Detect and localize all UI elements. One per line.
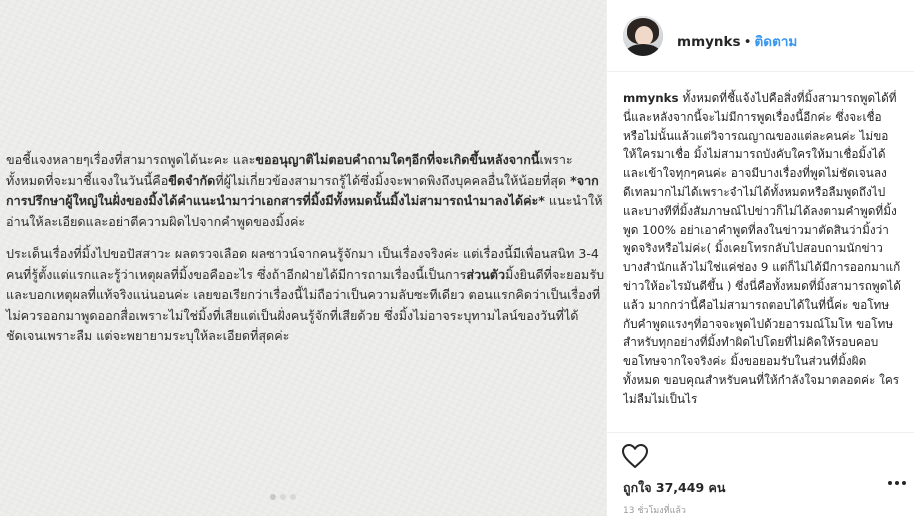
header-username[interactable]: mmynks [677, 34, 741, 50]
post-image-paragraph-2 [6, 244, 606, 347]
carousel-dot[interactable] [280, 494, 286, 500]
carousel-dot[interactable] [290, 494, 296, 500]
post-image-paragraph-1 [6, 150, 606, 232]
avatar[interactable] [623, 16, 663, 56]
header-separator: • [743, 34, 752, 50]
post-image-text [6, 150, 606, 359]
post-image-text-segment: ประเด็นเรื่องที่มิ้งไปขอปัสสาวะ ผลตรวจเลือด ผลซาวน์จากคนรู้จักมา เป็นเรื่องจริงค่ะ แต่เรื่องนี้มีเพื่อนสนิท 3-4 คนที่รู้ตั้งแต่แรกและรู้ว่าเหตุผลที่มิ้งขอคืออะไร ซึ่งถ้าอีกฝ่ายได้มีการถามเรื่องนี้เป็นการ [6, 246, 599, 282]
caption [623, 89, 901, 427]
carousel-dot[interactable] [270, 494, 276, 500]
post-image-text-segment: ส่วนตัว [466, 266, 506, 282]
post-image-text-segment: ขีดจำกัด [168, 172, 216, 188]
post-image-text-segment: ขอชี้แจงหลายๆเรื่องที่สามารถพูดได้นะคะ และ [6, 152, 256, 167]
follow-button[interactable]: ติดตาม [754, 34, 798, 50]
post-actions [607, 432, 914, 516]
more-options-icon[interactable] [887, 477, 907, 489]
post-image-text-segment: ขออนุญาติไม่ตอบคำถามใดๆอีกที่จะเกิดขึ้นหลังจากนี้ [255, 152, 540, 167]
carousel-indicator [270, 494, 296, 500]
caption-text: ทั้งหมดที่ชี้แจ้งไปคือสิ่งที่มิ้งสามารถพูดได้ที่นี่และหลังจากนี้จะไม่มีการพูดเรื่องนี้อีกค่ะ ซึ่งจะเชื่อหรือไม่นั้นแล้วแต่วิจารณญาณของแต่ละคนค่ะ ไม่ขอให้ใครมาเชื่อ มิ้งไม่สามารถบังคับใครให้มาเชื่อมิ้งได้และเข้าใจทุกๆคนค่ะ อาจมีบางเรื่องที่พูดไม่ชัดเจนลงดีเทลมากไม่ได้เพราะจำไม่ได้ทั้งหมดหรือลืมพูดถึงไป และบางทีที่มิ้งสัมภาษณ์ไปข่าวก็ไม่ได้ลงตามคำพูดที่มิ้งพูด 100% อย่าเอาคำพูดที่ลงในข่าวมาตัดสินว่ามิ้งว่าพูดจริงหรือไม่ค่ะ( มิ้งเคยโทรกลับไปสอบถามนักข่าวบางสำนักแล้วไม่ใช่แค่ช่อง 9 แต่ก็ไม่ได้มีการออกมาแก้ข่าวให้อะไรมันดีขึ้น ) ซึ่งนี่คือทั้งหมดที่มิ้งสามารถพูดได้แล้ว มากกว่านี้คือไม่สามารถตอบได้ในที่นี้ค่ะ ขอโทษกับคำพูดแรงๆที่อาจจะพูดไปด้วยอารมณ์โมโห ขอโทษสำหรับทุกอย่างที่มิ้งทำผิดไปโดยที่ไม่คิดให้รอบคอบ ขอโทษจากใจจริงค่ะ มิ้งขอยอมรับในส่วนที่มิ้งผิดทั้งหมด ขอบคุณสำหรับคนที่ให้กำลังใจมาตลอดค่ะ ใครไม่ลืมไม่เป็นไร [623, 91, 901, 406]
post-image-text-segment: แนะนำให้อ่านให้ละเอียดและอย่าตีความผิดไปจากคำพูดของมิ้งค่ะ [6, 193, 603, 229]
post-image-text-segment: เพราะทั้งหมดที่จะมาชี้แจงในวันนี้คือ [6, 152, 573, 188]
likes-count[interactable]: ถูกใจ 37,449 คน [623, 480, 726, 495]
header-user-line [677, 30, 797, 52]
post-image-text-segment: ที่ผู้ไม่เกี่ยวข้องสามารถรู้ได้ซึ่งมิ้งจะพาดพิงถึงบุคคลอื่นให้น้อยที่สุด [215, 172, 571, 188]
post-image-text-segment: *จากการปรึกษาผู้ใหญ่ในฝั่งของมิ้งได้คำแนะนำมาว่าเอกสารที่มิ้งมีทั้งหมดนั้นมิ้งไม่สามารถนำมาลงได้ค่ะ* [6, 172, 599, 208]
post-timestamp[interactable]: 13 ชั่วโมงที่แล้ว [623, 506, 686, 516]
caption-username[interactable]: mmynks [623, 91, 679, 105]
post-sidebar [606, 0, 914, 516]
post-header [607, 0, 914, 72]
heart-icon[interactable] [621, 443, 649, 469]
post-image-text-segment: มิ้งยินดีที่จะยอมรับและบอกเหตุผลที่แท้จริงแน่นอนค่ะ เลยขอเรียกว่าเรื่องนี้ไม่ถือว่าเป็นความลับซะทีเดียว ตอนแรกคิดว่าเป็นเรื่องที่ไม่ควรออกมาพูดออกสื่อเพราะไม่ใช่มิ้งที่เสียแต่เป็นฝั่งคนรู้จักที่เสียด้วย ซึ่งมิ้งไม่อาจระบุทามไลน์ของวันที่ได้ชัดเจนเพราะลืม แต่จะพยายามระบุให้ละเอียดที่สุดค่ะ [6, 266, 605, 343]
